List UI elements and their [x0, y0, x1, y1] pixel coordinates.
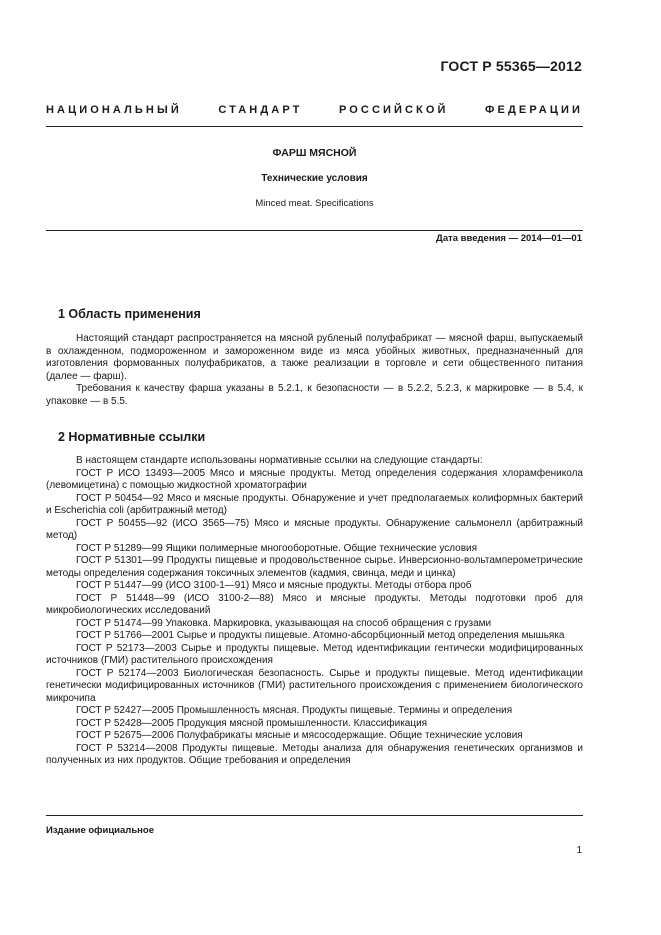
title-divider	[46, 230, 583, 231]
reference-item: ГОСТ Р 53214—2008 Продукты пищевые. Методы анализа для обнаружения генетических организмов и полученных из них продуктов. Общие требования и определения	[46, 742, 583, 766]
national-standard-title: НАЦИОНАЛЬНЫЙ СТАНДАРТ РОССИЙСКОЙ ФЕДЕРАЦИИ	[46, 104, 583, 116]
reference-item: ГОСТ Р 52675—2006 Полуфабрикаты мясные и мясосодержащие. Общие технические условия	[76, 730, 523, 741]
paragraph: В настоящем стандарте использованы нормативные ссылки на следующие стандарты:	[76, 455, 483, 466]
document-title-english: Minced meat. Specifications	[255, 198, 374, 209]
reference-item: ГОСТ Р 50455—92 (ИСО 3565—75) Мясо и мясные продукты. Обнаружение сальмонелл (арбитражный метод)	[46, 517, 583, 541]
reference-item: ГОСТ Р 52173—2003 Сырье и продукты пищевые. Метод идентификации гентически модифицированных источников (ГМИ) растительного происхождения	[46, 642, 583, 666]
reference-item: ГОСТ Р 51766—2001 Сырье и продукты пищевые. Атомно-абсорбционный метод определения мышьяка	[76, 630, 565, 641]
paragraph: Настоящий стандарт распространяется на мясной рубленый полуфабрикат — мясной фарш, выпускаемый в охлажденном, подмороженном и замороженном виде из мяса убойных животных, предназначенный для изготовления формованных полуфабрикатов, а также реализации в торговле и сети общественного питания (далее — фарш).	[46, 333, 583, 382]
reference-item: ГОСТ Р 51448—99 (ИСО 3100-2—88) Мясо и мясные продукты. Методы подготовки проб для микробиологических исследований	[46, 592, 583, 616]
introduction-date: Дата введения — 2014—01—01	[436, 233, 582, 244]
section-heading-normative-references: 2 Нормативные ссылки	[58, 430, 206, 444]
paragraph: Требования к качеству фарша указаны в 5.2.1, к безопасности — в 5.2.2, 5.2.3, к маркировке — в 5.4, к упаковке — в 5.5.	[46, 383, 583, 407]
document-title: ФАРШ МЯСНОЙ	[272, 147, 357, 159]
reference-item: ГОСТ Р 51447—99 (ИСО 3100-1—91) Мясо и мясные продукты. Методы отбора проб	[76, 580, 472, 591]
document-subtitle: Технические условия	[261, 173, 368, 184]
reference-item: ГОСТ Р 51301—99 Продукты пищевые и продовольственное сырье. Инверсионно-вольтамперометрические методы определения содержания токсичных элементов (кадмия, свинца, меди и цинка)	[46, 555, 583, 579]
reference-item: ГОСТ Р 51474—99 Упаковка. Маркировка, указывающая на способ обращения с грузами	[76, 617, 492, 629]
reference-item: ГОСТ Р 51289—99 Ящики полимерные многооборотные. Общие технические условия	[76, 542, 478, 554]
edition-note: Издание официальное	[46, 825, 154, 836]
document-code: ГОСТ Р 55365—2012	[440, 58, 582, 74]
section-body-scope	[46, 333, 583, 408]
reference-item: ГОСТ Р 52174—2003 Биологическая безопасность. Сырье и продукты пищевые. Метод идентификации генетически модифицированных источников (ГМИ) растительного происхождения с применением биологического микрочипа	[46, 667, 583, 704]
reference-item: ГОСТ Р ИСО 13493—2005 Мясо и мясные продукты. Метод определения содержания хлорамфеникола (левомицетина) с помощью жидкостной хроматографии	[46, 467, 583, 491]
reference-item: ГОСТ Р 50454—92 Мясо и мясные продукты. Обнаружение и учет предполагаемых колиформных бактерий и Escherichia coli (арбитражный метод)	[46, 492, 583, 516]
footer-divider	[46, 815, 583, 816]
section-body-normative-references	[46, 455, 583, 768]
section-heading-scope: 1 Область применения	[58, 307, 201, 321]
reference-item: ГОСТ Р 52427—2005 Промышленность мясная. Продукты пищевые. Термины и определения	[76, 705, 513, 716]
page-number: 1	[576, 845, 582, 856]
reference-item: ГОСТ Р 52428—2005 Продукция мясной промышленности. Классификация	[76, 717, 428, 729]
header-divider	[46, 126, 583, 127]
